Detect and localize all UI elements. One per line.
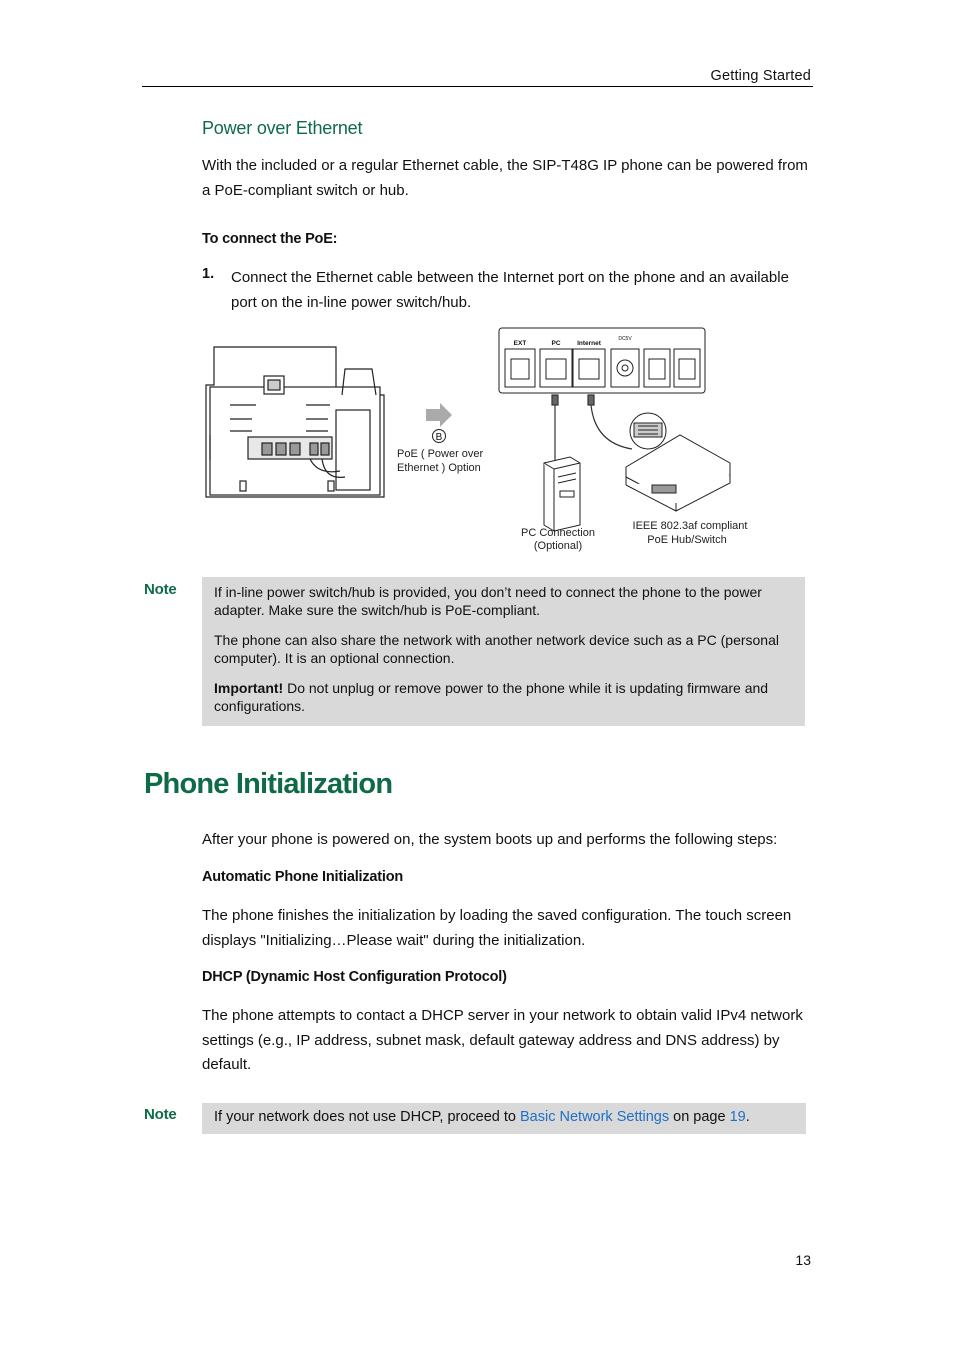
port-panel-illustration [499, 328, 705, 393]
page-19-link[interactable]: 19 [729, 1109, 746, 1125]
note1-paragraph-2: The phone can also share the network with another network device such as a PC (personal computer). It is an optional connection. [214, 632, 779, 666]
note2-text-middle: on page [669, 1109, 730, 1125]
running-header: Getting Started [710, 68, 811, 84]
header-rule [142, 86, 813, 87]
dhcp-title: DHCP (Dynamic Host Configuration Protocol) [202, 969, 507, 985]
procedure-title: To connect the PoE: [202, 231, 338, 247]
marker-label: B [435, 432, 443, 443]
port-internet-label: Internet [577, 340, 601, 347]
poe-connection-diagram [200, 325, 760, 560]
note2-text-after: . [745, 1109, 750, 1125]
hub-label-line2: PoE Hub/Switch [647, 534, 727, 546]
section-heading-poe: Power over Ethernet [202, 118, 363, 138]
note-label-1: Note [144, 581, 177, 598]
note1-paragraph-3 [214, 680, 795, 715]
port-ext-label: EXT [513, 340, 527, 347]
phone-back-illustration [206, 347, 384, 497]
note1-paragraph-1: If in-line power switch/hub is provided, you don’t need to connect the phone to the power adapter. Make sure the switch/hub is PoE-compliant. [214, 584, 762, 618]
pc-connection-label-line2: (Optional) [533, 540, 583, 552]
init-intro-paragraph: After your phone is powered on, the system boots up and performs the following steps: [202, 831, 778, 848]
poe-option-label-line1: PoE ( Power over [397, 448, 484, 460]
poe-hub-illustration [626, 413, 730, 511]
port-dc-label: DC5V [618, 336, 632, 342]
pc-tower-illustration [544, 457, 580, 531]
section-heading-phone-initialization: Phone Initialization [144, 768, 393, 800]
note-label-2: Note [144, 1106, 177, 1123]
ethernet-cables [552, 395, 632, 463]
note2-text-before: If your network does not use DHCP, proceed to [214, 1109, 521, 1125]
note-box-2 [202, 1103, 806, 1134]
poe-intro-paragraph: With the included or a regular Ethernet cable, the SIP-T48G IP phone can be powered from a PoE-compliant switch or hub. [202, 157, 808, 199]
port-pc-label: PC [551, 340, 561, 347]
auto-init-title: Automatic Phone Initialization [202, 869, 404, 885]
note-box-1 [202, 577, 805, 726]
important-label: Important! [214, 680, 284, 696]
hub-label-line1: IEEE 802.3af compliant [632, 520, 748, 532]
step-text: Connect the Ethernet cable between the Internet port on the phone and an available port on the in-line power switch/hub. [231, 269, 789, 311]
poe-option-label-line2: Ethernet ) Option [397, 462, 481, 474]
page-number: 13 [795, 1252, 811, 1268]
arrow-icon [426, 403, 452, 427]
basic-network-settings-link[interactable]: Basic Network Settings [520, 1109, 670, 1125]
auto-init-paragraph: The phone finishes the initialization by loading the saved configuration. The touch screen displays "Initializing…Please wait" during the initialization. [202, 907, 792, 949]
step-number: 1. [202, 266, 215, 282]
dhcp-paragraph: The phone attempts to contact a DHCP server in your network to obtain valid IPv4 network settings (e.g., IP address, subnet mask, default gateway address and DNS address) by default. [202, 1007, 803, 1073]
pc-connection-label-line1: PC Connection [521, 527, 595, 539]
important-text: Do not unplug or remove power to the phone while it is updating firmware and configurations. [214, 680, 769, 714]
